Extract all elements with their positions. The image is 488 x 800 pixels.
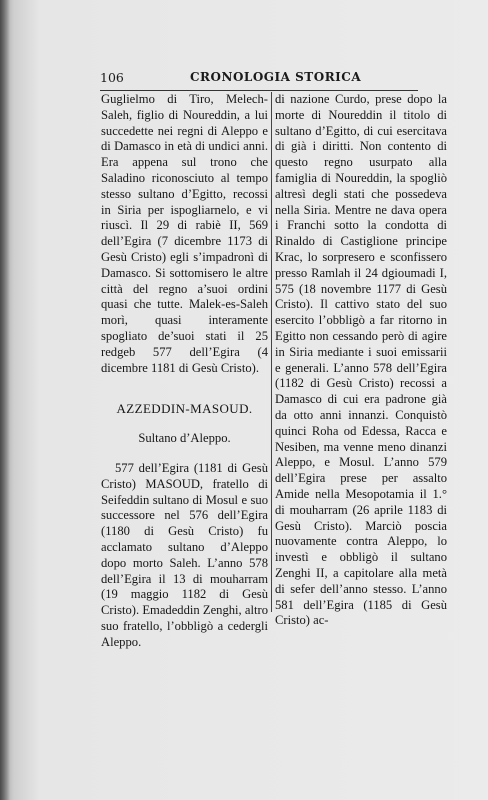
section-title: AZZEDDIN-MASOUD. bbox=[116, 401, 253, 417]
header-rule bbox=[100, 90, 418, 91]
right-column bbox=[275, 92, 447, 629]
left-column bbox=[101, 92, 268, 651]
opening-paragraph: Guglielmo di Tiro, Melech-Saleh, figlio di Noureddin, a lui succedette nei regni di Aleppo e di Damasco in età di undici anni. Era appena sul trono che Saladino riconosciuto al tempo stesso sultano d’Egitto, recossi in Siria per ispogliarnelo, e vi riuscì. Il 29 di rabiè II, 569 dell’Egira (7 dicembre 1173 di Gesù Cristo) egli s’impadronì di Damasco. Si sottomisero le altre città del regno a’suoi ordini quasi che tutte. Malek-es-Saleh morì, quasi interamente spogliato de’suoi stati il 25 redgeb 577 dell’Egira (4 dicembre 1181 di Gesù Cristo). bbox=[101, 92, 268, 375]
right-paragraph: di nazione Curdo, prese dopo la morte di Noureddin il titolo di sultano d’Egitto, di cui esercitava di già i diritti. Non contento di questo regno usurpato alla famiglia di Noureddin, la spogliò altresì degli stati che possedeva nella Siria. Mentre ne dava opera i Franchi sotto la condotta di Rinaldo di Castiglione principe Krac, lo sorpresero e sconfissero presso Ramlah il 24 dgioumadi I, 575 (18 novembre 1177 di Gesù Cristo). Il cattivo stato del suo esercito l’obbligò a far ritorno in Egitto non cessando però di agire in Siria mediante i suoi emissarii e generali. L’anno 578 dell’Egira (1182 di Gesù Cristo) recossi a Damasco di cui era padrone già da otto anni innanzi. Conquistò quinci Roha od Edessa, Racca e Nesiben, ma venne meno dinanzi Aleppo, e Mosul. L’anno 579 dell’Egira prese per assalto Amide nella Mesopotamia il 1.° di mouharram (26 aprile 1183 di Gesù Cristo). Marciò poscia nuovamente contra Aleppo, lo investì e obbligò il sultano Zenghi II, a capitolare alla metà di sefer dell’anno stesso. L’anno 581 dell’Egira (1185 di Gesù Cristo) ac- bbox=[275, 92, 447, 628]
running-title: CRONOLOGIA STORICA bbox=[190, 70, 362, 84]
running-head bbox=[100, 70, 418, 88]
binding-shadow bbox=[0, 0, 10, 800]
column-divider bbox=[271, 92, 272, 612]
section-paragraph: 577 dell’Egira (1181 di Gesù Cristo) MASOUD, fratello di Seifeddin sultano di Mosul e suo successore nel 576 dell’Egira (1180 di Gesù Cristo) fu acclamato sultano d’Aleppo dopo morto Saleh. L’anno 578 dell’Egira il 13 di mouharram (19 maggio 1182 di Gesù Cristo). Emadeddin Zenghi, altro suo fratello, l’obbligò a cedergli Aleppo. bbox=[101, 460, 268, 649]
page-number: 106 bbox=[100, 70, 124, 85]
section-subtitle: Sultano d’Aleppo. bbox=[138, 431, 231, 446]
